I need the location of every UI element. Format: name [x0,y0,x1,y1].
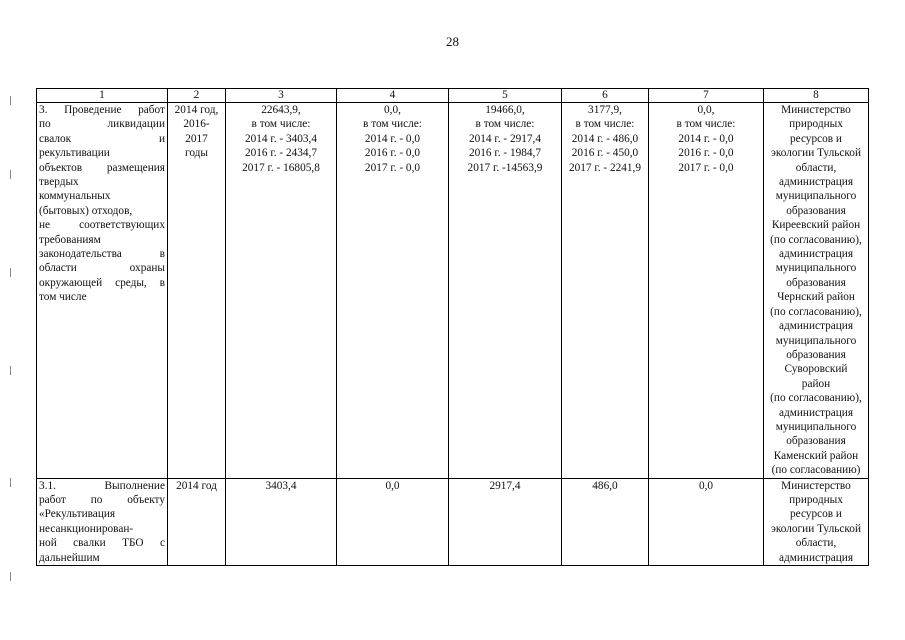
cell-text-line: 2017 г. - 2241,9 [568,161,642,174]
cell-text-line: в том числе: [363,118,422,131]
cell-text-line: твердых [39,176,79,189]
cell-text-line: администрация [778,320,854,333]
cell-text-line: природных [789,493,843,506]
cell-text-line: муниципального [775,334,857,347]
responsible-executors-cell [764,478,869,565]
program-table [36,88,869,566]
cell-text-line: (по согласованию), [770,233,862,246]
cell-text-line: 2016 г. - 1984,7 [468,147,542,160]
cell-text-line: 0,0, [697,104,715,116]
cell-text-line: 2017 [185,132,208,145]
cell-text-line: 2014 г. - 2917,4 [468,132,542,145]
cell-text-line: образования [786,348,846,361]
cell-text-line: 2014 г. - 0,0 [678,132,734,145]
cell-text-line: коммунальных [39,190,111,203]
cell-text-line: 2016 г. - 2434,7 [244,147,318,160]
cell-text-line: муниципального [775,190,857,203]
cell-text-line: ной свалки ТБО с [39,537,165,550]
cell-text-line: несанкционирован- [39,522,134,535]
cell-text-line: 2016 г. - 0,0 [364,147,421,160]
column-header: 6 [562,89,649,103]
cell-text-line: 3.1. Выполнение [39,479,165,492]
cell-text-line: 0,0, [384,104,401,116]
federal-budget-cell [337,103,449,479]
column-header: 5 [449,89,562,103]
cell-text-line: 19466,0, [485,104,525,116]
column-header: 7 [649,89,764,103]
cell-text-line: свалок и [39,132,165,145]
cell-text-line: 486,0 [592,479,618,492]
cell-text-line: в том числе: [575,118,635,131]
table-row [37,478,869,565]
column-number-row [37,89,869,103]
cell-text-line: 0,0 [698,479,714,492]
cell-text-line: 2017 г. -14563,9 [467,161,543,174]
total-cell [226,478,337,565]
cell-text-line: том числе [39,291,87,304]
period-cell [168,103,226,479]
cell-text-line: 2017 г. - 0,0 [364,161,421,174]
cell-text-line: в том числе: [251,118,311,131]
cell-text-line: рекультивации [39,147,110,160]
cell-text-line: «Рекультивация [39,508,116,521]
cell-text-line: (бытовых) отходов, [39,204,133,217]
cell-text-line: (по согласованию), [770,305,862,318]
regional-budget-cell [449,478,562,565]
cell-text-line: экологии Тульской [771,147,861,160]
cell-text-line: 2016 г. - 0,0 [678,147,734,160]
cell-text-line: ресурсов и [790,508,842,521]
cell-text-line: 2017 г. - 0,0 [678,161,734,174]
cell-text-line: 2017 г. - 16805,8 [242,161,320,174]
cell-text-line: годы [184,147,208,160]
cell-text-line: администрация [778,406,854,419]
regional-budget-cell [449,103,562,479]
activity-name-cell [37,103,168,479]
cell-text-line: области, [795,537,837,550]
column-header: 4 [337,89,449,103]
column-header: 1 [37,89,168,103]
cell-text-line: области, [795,161,837,174]
cell-text-line: законодательства в [39,248,165,261]
extrabudgetary-cell [649,478,764,565]
cell-text-line: образования [786,276,846,289]
activity-name-cell [37,478,168,565]
cell-text-line: в том числе: [475,118,535,131]
table-row [37,103,869,479]
cell-text-line: 2016- [183,118,210,131]
cell-text-line: образования [786,204,846,217]
column-header: 3 [226,89,337,103]
period-cell [168,478,226,565]
cell-text-line: 2014 г. - 3403,4 [244,132,318,145]
cell-text-line: 2016 г. - 450,0 [571,147,639,160]
cell-text-line: 3403,4 [265,479,297,492]
column-header: 8 [764,89,869,103]
cell-text-line: 3. Проведение работ [39,104,165,116]
cell-text-line: 2014 г. - 486,0 [571,132,639,145]
cell-text-line: муниципального [775,262,857,275]
cell-text-line: Министерство [781,104,851,116]
cell-text-line: администрация [778,176,854,189]
page-number: 28 [446,34,459,49]
extrabudgetary-cell [649,103,764,479]
cell-text-line: администрация [778,248,854,261]
cell-text-line: администрация [778,551,854,564]
cell-text-line: 2917,4 [489,479,521,492]
cell-text-line: образования [786,435,846,448]
cell-text-line: (по согласованию), [770,392,862,405]
cell-text-line: работ по объекту [39,493,165,506]
cell-text-line: 0,0 [385,479,400,492]
cell-text-line: 2014 г. - 0,0 [364,132,421,145]
cell-text-line: ресурсов и [790,132,842,145]
cell-text-line: требованиям [39,233,101,246]
cell-text-line: район [801,377,831,390]
cell-text-line: 3177,9, [588,104,622,116]
total-cell [226,103,337,479]
municipal-budget-cell [562,103,649,479]
cell-text-line: (по согласованию) [771,464,861,477]
cell-text-line: не соответствующих [39,219,165,232]
cell-text-line: Чернский район [777,291,855,304]
cell-text-line: 2014 год, [174,104,219,116]
cell-text-line: 22643,9, [261,104,301,116]
column-header: 2 [168,89,226,103]
cell-text-line: объектов размещения [39,161,165,174]
cell-text-line: Суворовский [784,363,848,376]
cell-text-line: природных [789,118,843,131]
cell-text-line: 2014 год [176,479,217,492]
cell-text-line: области охраны [39,262,165,275]
cell-text-line: дальнейшим [39,551,100,564]
cell-text-line: по ликвидации [39,118,165,131]
cell-text-line: в том числе: [676,118,736,131]
cell-text-line: Министерство [781,479,851,492]
municipal-budget-cell [562,478,649,565]
cell-text-line: Киреевский район [771,219,861,232]
cell-text-line: Каменский район [773,449,859,462]
federal-budget-cell [337,478,449,565]
cell-text-line: экологии Тульской [771,522,861,535]
cell-text-line: муниципального [775,420,857,433]
responsible-executors-cell [764,103,869,479]
cell-text-line: окружающей среды, в [39,276,165,289]
